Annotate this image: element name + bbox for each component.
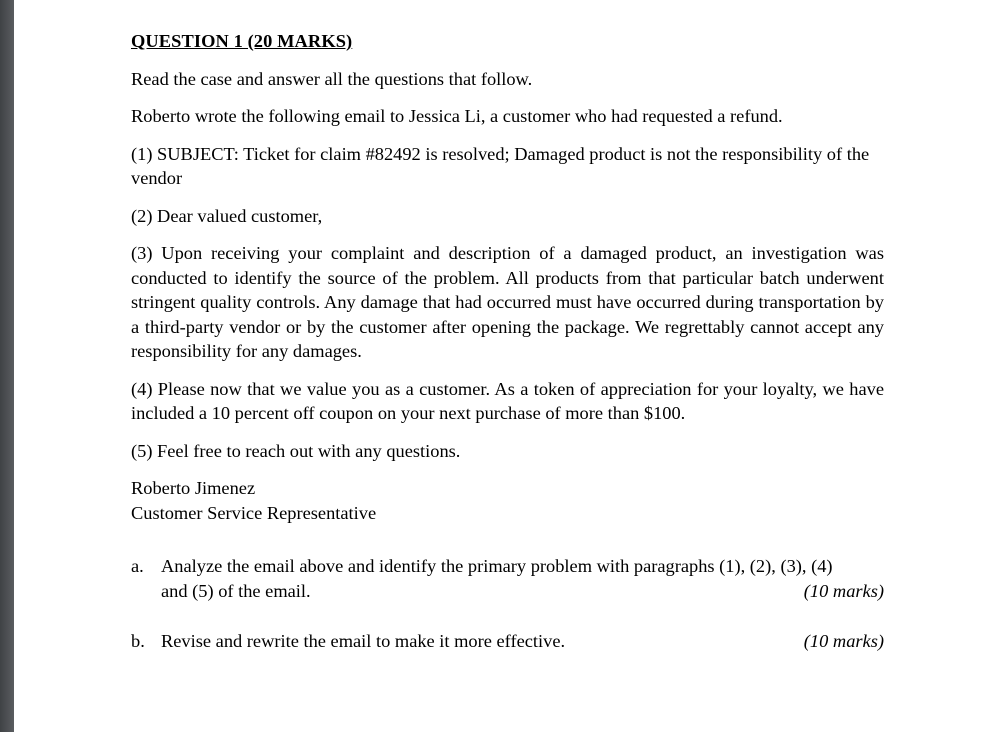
question-a-text-line1: Analyze the email above and identify the primary problem with paragraphs (1), (2), (3), (4) <box>161 556 833 576</box>
question-b-letter: b. <box>131 631 145 651</box>
question-b-text: Revise and rewrite the email to make it more effective. <box>161 631 566 651</box>
signature-title: Customer Service Representative <box>131 503 377 523</box>
page-content <box>131 29 884 654</box>
question-heading: QUESTION 1 (20 MARKS) <box>131 31 353 51</box>
viewer-edge <box>0 0 14 732</box>
question-b <box>131 629 884 654</box>
email-greeting-paragraph: (2) Dear valued customer, <box>131 205 323 226</box>
signature-block <box>131 476 884 526</box>
email-closing-paragraph: (5) Feel free to reach out with any questions. <box>131 440 461 461</box>
intro-text: Roberto wrote the following email to Jessica Li, a customer who had requested a refund. <box>131 106 783 126</box>
question-a-text-line2: and (5) of the email. <box>161 580 311 601</box>
email-body-paragraph-4: (4) Please now that we value you as a customer. As a token of appreciation for your loyalty, we have included a 10 percent off coupon on your next purchase of more than $100. <box>131 378 884 423</box>
question-a-letter: a. <box>131 556 144 576</box>
question-a-marks: (10 marks) <box>803 580 884 601</box>
signature-name: Roberto Jimenez <box>131 478 256 498</box>
email-subject-paragraph: (1) SUBJECT: Ticket for claim #82492 is resolved; Damaged product is not the responsibility of the vendor <box>131 143 870 188</box>
question-a-line2 <box>161 579 884 604</box>
instruction-text: Read the case and answer all the questions that follow. <box>131 68 533 89</box>
question-list <box>131 554 884 654</box>
question-a <box>131 554 884 603</box>
email-body-paragraph-3: (3) Upon receiving your complaint and description of a damaged product, an investigation was conducted to identify the source of the problem. All products from that particular batch underwent stringent quality controls. Any damage that had occurred must have occurred during transportation by a third-party vendor or by the customer after opening the package. We regrettably cannot accept any responsibility for any damages. <box>131 243 884 361</box>
document-page <box>14 0 982 732</box>
question-b-marks: (10 marks) <box>803 631 884 651</box>
